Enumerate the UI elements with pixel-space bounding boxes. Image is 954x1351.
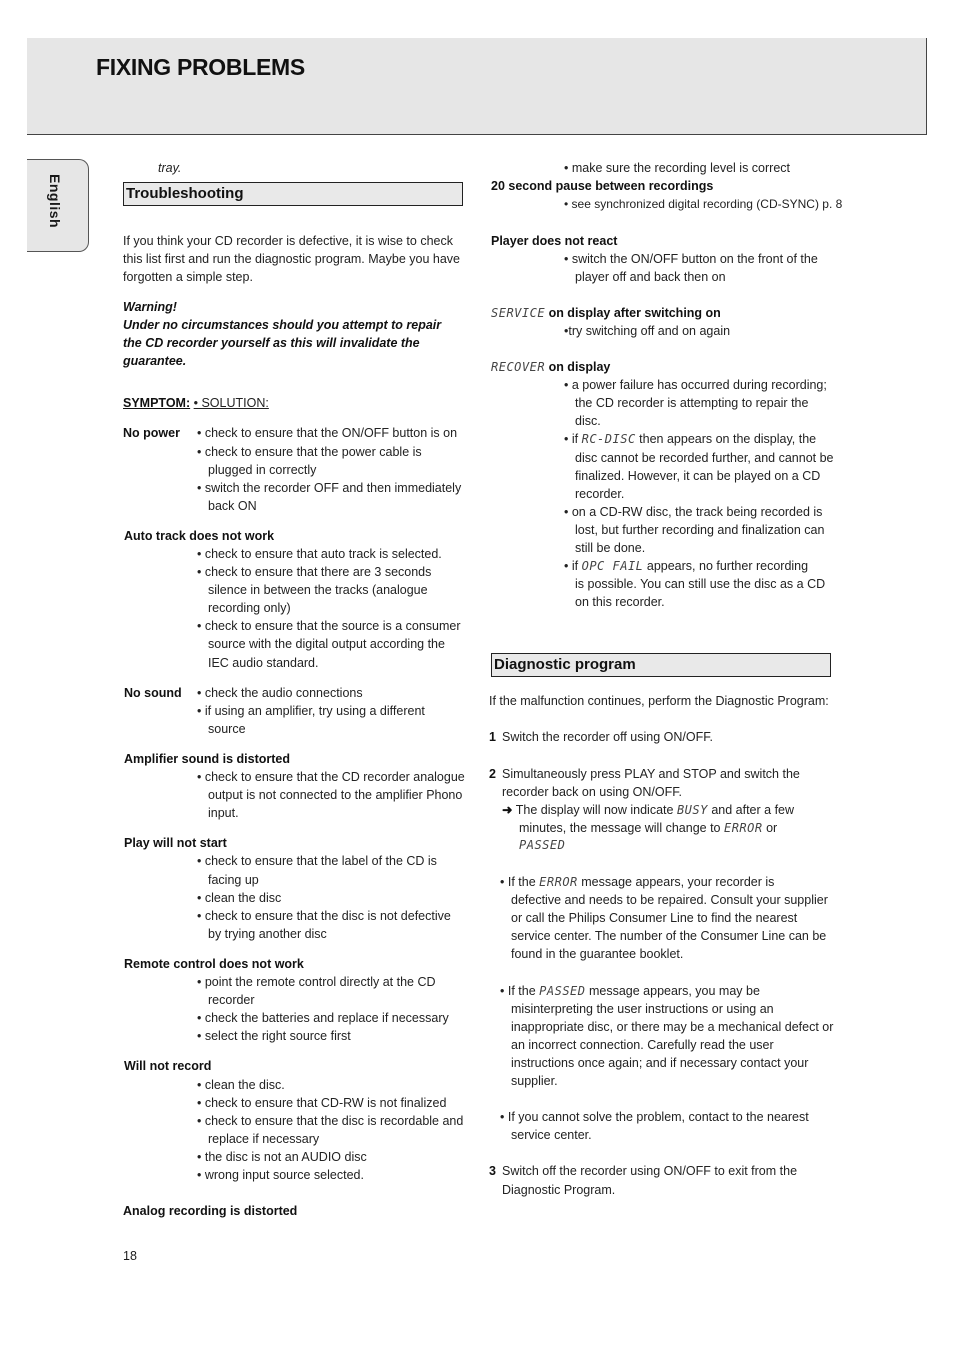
passed-note: [500, 982, 760, 1000]
intro-line: forgotten a simple step.: [123, 270, 253, 284]
lcd-passed: PASSED: [519, 838, 566, 852]
solution-line: • check the batteries and replace if necessary: [197, 1011, 449, 1025]
lcd-service: SERVICE: [491, 306, 546, 320]
step-text: Simultaneously press PLAY and STOP and switch the: [502, 767, 800, 781]
solution-line: • check to ensure that the label of the CD is: [197, 854, 437, 868]
header-band: [27, 38, 927, 135]
rc-suffix: then appears on the display, the: [639, 432, 817, 446]
solution-line: • check to ensure that the ON/OFF button is on: [197, 426, 458, 440]
solution-line: • check to ensure that CD-RW is not finalized: [197, 1096, 447, 1110]
error-prefix: • If the: [500, 875, 536, 889]
solution-line: back ON: [208, 499, 257, 513]
symptom-remote-control: Remote control does not work: [124, 957, 304, 971]
lcd-opc-fail: OPC FAIL: [581, 559, 644, 573]
passed-note-line: an incorrect connection. Carefully read the user: [511, 1038, 774, 1052]
solution-line: recorder: [208, 993, 255, 1007]
solution-line: • check to ensure that auto track is selected.: [197, 547, 442, 561]
error-note-line: service center. The number of the Consumer Line can be: [511, 929, 827, 943]
lcd-rc-disc: RC-DISC: [581, 432, 636, 446]
solution-line: on this recorder.: [575, 595, 665, 609]
lcd-recover: RECOVER: [491, 360, 546, 374]
solution-line: • wrong input source selected.: [197, 1168, 364, 1182]
solution-line: plugged in correctly: [208, 463, 317, 477]
solution-line: output is not connected to the amplifier Phono: [208, 788, 463, 802]
warning-title: Warning!: [123, 300, 177, 314]
solution-line: • switch the recorder OFF and then immediately: [197, 481, 462, 495]
diagnostic-intro: If the malfunction continues, perform the Diagnostic Program:: [489, 694, 829, 708]
step-text: Switch the recorder off using ON/OFF.: [502, 730, 713, 744]
solution-line: still be done.: [575, 541, 646, 555]
solution-line: • check to ensure that the disc is not defective: [197, 909, 451, 923]
cannot-solve-line: • If you cannot solve the problem, contact to the nearest: [500, 1110, 809, 1124]
error-suffix: message appears, your recorder is: [581, 875, 775, 889]
solution-line: • select the right source first: [197, 1029, 351, 1043]
step-text: recorder back on using ON/OFF.: [502, 785, 682, 799]
step-result-line: [519, 836, 565, 854]
diagnostic-heading: Diagnostic program: [494, 656, 636, 673]
troubleshooting-heading-box: [123, 182, 463, 206]
solution-line: • clean the disc.: [197, 1078, 285, 1092]
solution-line: replace if necessary: [208, 1132, 320, 1146]
solution-line: silence in between the tracks (analogue: [208, 583, 428, 597]
symptom-solution-legend: [123, 394, 269, 412]
solution-line: •try switching off and on again: [564, 324, 731, 338]
passed-note-line: misinterpreting the user instructions or using an: [511, 1002, 774, 1016]
solution-line: recorder.: [575, 487, 625, 501]
opc-prefix: • if: [564, 559, 579, 573]
language-tab-label: English: [47, 174, 63, 229]
symptom-play-not-start: Play will not start: [124, 836, 227, 850]
warning-line: guarantee.: [123, 354, 187, 368]
symptom-service-display: [491, 304, 721, 322]
symptom-auto-track: Auto track does not work: [124, 529, 275, 543]
solution-line: source: [208, 722, 246, 736]
diagnostic-heading-box: [491, 653, 831, 677]
symptom-pause: 20 second pause between recordings: [491, 179, 714, 193]
solution-line: input.: [208, 806, 239, 820]
tray-text: tray.: [158, 161, 182, 175]
page-number: 18: [123, 1249, 137, 1263]
warning-line: the CD recorder yourself as this will invalidate the: [123, 336, 420, 350]
solution-line: • check the audio connections: [197, 686, 363, 700]
step-text: Switch off the recorder using ON/OFF to exit from the: [502, 1164, 798, 1178]
solution-line: • the disc is not an AUDIO disc: [197, 1150, 367, 1164]
error-note-line: found in the guarantee booklet.: [511, 947, 684, 961]
solution-line: [564, 430, 816, 448]
solution-line: the CD recorder is attempting to repair the: [575, 396, 809, 410]
solution-line: • check to ensure that the CD recorder analogue: [197, 770, 465, 784]
language-tab: [27, 159, 89, 252]
solution-line: • clean the disc: [197, 891, 282, 905]
solution-line: recording only): [208, 601, 291, 615]
passed-note-line: supplier.: [511, 1074, 558, 1088]
symptom-will-not-record: Will not record: [124, 1059, 212, 1073]
symptom-amplifier-distorted: Amplifier sound is distorted: [124, 752, 290, 766]
recover-label: on display: [548, 360, 611, 374]
warning-line: Under no circumstances should you attempt to repair: [123, 318, 442, 332]
solution-line: facing up: [208, 873, 259, 887]
arrow-icon: ➜: [502, 803, 513, 817]
solution-line: • a power failure has occurred during recording;: [564, 378, 827, 392]
step-result-line: [519, 819, 777, 837]
step-number: 2: [489, 767, 496, 781]
page-title: FIXING PROBLEMS: [96, 54, 305, 80]
symptom-no-power: No power: [123, 426, 180, 440]
passed-note-line: instructions once again; and if necessary contact your: [511, 1056, 809, 1070]
solution-line: by trying another disc: [208, 927, 327, 941]
symptom-analog-distorted: Analog recording is distorted: [123, 1204, 298, 1218]
solution-line: disc cannot be recorded further, and cannot be: [575, 451, 834, 465]
solution-line: source with the digital output according the: [208, 637, 445, 651]
lcd-error: ERROR: [723, 821, 763, 835]
solution-line: [564, 557, 808, 575]
solution-line: • see synchronized digital recording (CD-SYNC) p. 8: [564, 197, 843, 211]
display-text-a: The display will now indicate: [515, 803, 674, 817]
solution-line: • check to ensure that the disc is recordable and: [197, 1114, 464, 1128]
service-label: on display after switching on: [548, 306, 721, 320]
symptom-no-sound: No sound: [124, 686, 182, 700]
lcd-passed: PASSED: [539, 984, 586, 998]
error-note-line: defective and needs to be repaired. Consult your supplier: [511, 893, 828, 907]
step-text: Diagnostic Program.: [502, 1183, 616, 1197]
solution-line: finalized. However, it can be played on a CD: [575, 469, 821, 483]
solution-line: • on a CD-RW disc, the track being recorded is: [564, 505, 823, 519]
solution-line: • point the remote control directly at the CD: [197, 975, 436, 989]
troubleshooting-heading: Troubleshooting: [126, 185, 244, 202]
lcd-busy: BUSY: [676, 803, 708, 817]
minutes-text: minutes, the message will change to: [519, 821, 721, 835]
intro-line: this list first and run the diagnostic program. Maybe you have: [123, 252, 460, 266]
error-note-line: or call the Philips Consumer Line to find the nearest: [511, 911, 798, 925]
step-number: 1: [489, 730, 496, 744]
rc-prefix: • if: [564, 432, 579, 446]
symptom-label: SYMPTOM:: [123, 396, 191, 410]
step-number: 3: [489, 1164, 496, 1178]
solution-line: IEC audio standard.: [208, 656, 319, 670]
passed-prefix: • If the: [500, 984, 536, 998]
solution-line: • check to ensure that the source is a consumer: [197, 619, 461, 633]
solution-line: lost, but further recording and finalization can: [575, 523, 825, 537]
error-note: [500, 873, 774, 891]
display-text-b: and after a few: [711, 803, 795, 817]
opc-suffix: appears, no further recording: [646, 559, 809, 573]
passed-note-line: inappropriate disc, or there may be a mechanical defect or: [511, 1020, 834, 1034]
solution-line: • check to ensure that there are 3 seconds: [197, 565, 432, 579]
step-result-line: [502, 801, 794, 819]
solution-line: • switch the ON/OFF button on the front of the: [564, 252, 818, 266]
passed-suffix: message appears, you may be: [588, 984, 760, 998]
cannot-solve-line: service center.: [511, 1128, 592, 1142]
intro-line: If you think your CD recorder is defective, it is wise to check: [123, 234, 453, 248]
solution-line: disc.: [575, 414, 601, 428]
symptom-player-not-react: Player does not react: [491, 234, 618, 248]
or-text: or: [766, 821, 778, 835]
solution-line: • if using an amplifier, try using a different: [197, 704, 425, 718]
solution-line: • check to ensure that the power cable is: [197, 445, 422, 459]
solution-line: • make sure the recording level is correct: [564, 161, 790, 175]
solution-line: player off and back then on: [575, 270, 726, 284]
solution-label: • SOLUTION:: [193, 396, 269, 410]
solution-line: is possible. You can still use the disc as a CD: [575, 577, 826, 591]
lcd-error: ERROR: [539, 875, 578, 889]
symptom-recover-display: [491, 358, 610, 376]
